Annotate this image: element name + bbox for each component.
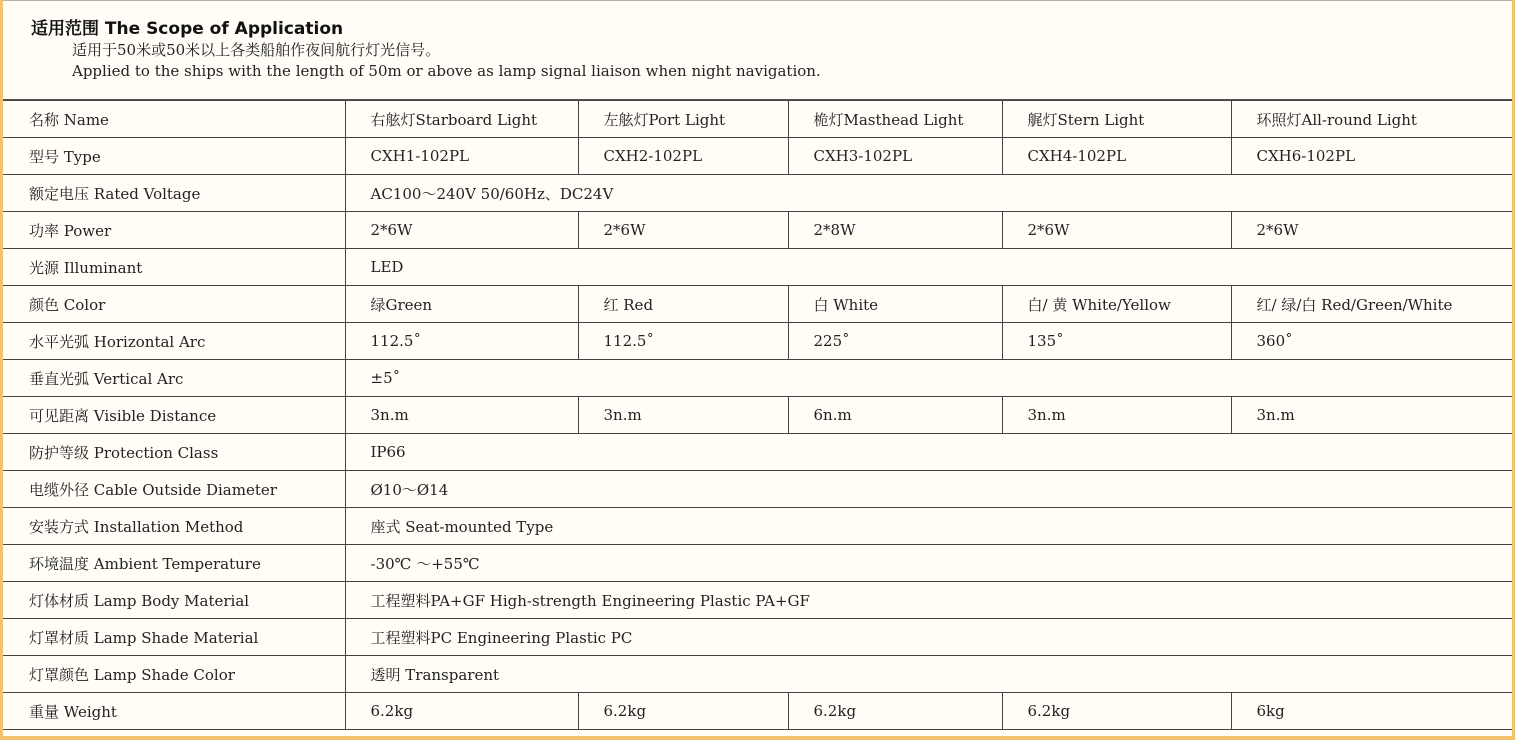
spec-row-label: 灯罩颜色 Lamp Shade Color [3,656,345,693]
spec-row-label: 水平光弧 Horizontal Arc [3,323,345,360]
spec-cell: CXH1-102PL [345,138,578,175]
spec-cell: 6.2kg [345,693,578,730]
spec-cell: 桅灯Masthead Light [788,101,1002,138]
spec-row [3,101,1512,138]
spec-row-label: 型号 Type [3,138,345,175]
spec-row-label: 防护等级 Protection Class [3,434,345,471]
spec-row [3,619,1512,656]
spec-cell: 2*6W [578,212,788,249]
spec-row-label: 额定电压 Rated Voltage [3,175,345,212]
spec-row [3,397,1512,434]
spec-cell: 艉灯Stern Light [1002,101,1231,138]
specification-table [3,100,1512,730]
spec-cell-merged: 透明 Transparent [345,656,1512,693]
spec-cell: 2*6W [1002,212,1231,249]
spec-cell: 白/ 黄 White/Yellow [1002,286,1231,323]
spec-cell: 2*8W [788,212,1002,249]
spec-row [3,545,1512,582]
spec-row-label: 可见距离 Visible Distance [3,397,345,434]
spec-cell: 左舷灯Port Light [578,101,788,138]
spec-row [3,508,1512,545]
spec-cell: 绿Green [345,286,578,323]
scope-description-en: Applied to the ships with the length of 50m or above as lamp signal liaison when night navigation. [72,62,821,80]
scope-section [3,0,1512,100]
spec-cell: CXH2-102PL [578,138,788,175]
spec-cell: 6n.m [788,397,1002,434]
spec-row-label: 灯体材质 Lamp Body Material [3,582,345,619]
spec-cell: 红/ 绿/白 Red/Green/White [1231,286,1512,323]
spec-row [3,656,1512,693]
spec-row [3,286,1512,323]
spec-row-label: 功率 Power [3,212,345,249]
spec-cell-merged: -30℃ ～+55℃ [345,545,1512,582]
spec-cell-merged: 工程塑料PA+GF High-strength Engineering Plastic PA+GF [345,582,1512,619]
spec-cell-merged: ±5˚ [345,360,1512,397]
specification-table-body [3,101,1512,730]
spec-row-label: 环境温度 Ambient Temperature [3,545,345,582]
spec-cell-merged: LED [345,249,1512,286]
spec-cell: CXH4-102PL [1002,138,1231,175]
spec-row-label: 颜色 Color [3,286,345,323]
spec-row [3,138,1512,175]
spec-row [3,249,1512,286]
spec-cell-merged: 工程塑料PC Engineering Plastic PC [345,619,1512,656]
spec-row [3,360,1512,397]
scope-description-cn: 适用于50米或50米以上各类船舶作夜间航行灯光信号。 [72,41,441,59]
spec-row [3,323,1512,360]
spec-row-label: 灯罩材质 Lamp Shade Material [3,619,345,656]
spec-cell: 6.2kg [578,693,788,730]
spec-row-label: 重量 Weight [3,693,345,730]
spec-cell: 112.5˚ [345,323,578,360]
spec-cell-merged: IP66 [345,434,1512,471]
spec-cell: 白 White [788,286,1002,323]
spec-row-label: 名称 Name [3,101,345,138]
spec-row-label: 电缆外径 Cable Outside Diameter [3,471,345,508]
spec-cell: 360˚ [1231,323,1512,360]
spec-row-label: 安装方式 Installation Method [3,508,345,545]
spec-cell: 112.5˚ [578,323,788,360]
spec-cell: 6.2kg [1002,693,1231,730]
spec-cell: 3n.m [345,397,578,434]
spec-cell: 6.2kg [788,693,1002,730]
spec-cell: 135˚ [1002,323,1231,360]
spec-cell: 2*6W [1231,212,1512,249]
spec-row [3,175,1512,212]
spec-cell: 3n.m [578,397,788,434]
spec-cell: 225˚ [788,323,1002,360]
spec-cell: CXH3-102PL [788,138,1002,175]
spec-row-label: 光源 Illuminant [3,249,345,286]
scope-title: 适用范围 The Scope of Application [31,19,344,39]
spec-cell-merged: Ø10～Ø14 [345,471,1512,508]
spec-cell: 3n.m [1231,397,1512,434]
spec-cell: 环照灯All-round Light [1231,101,1512,138]
spec-cell: 红 Red [578,286,788,323]
spec-row [3,212,1512,249]
spec-cell: 6kg [1231,693,1512,730]
spec-cell: 2*6W [345,212,578,249]
spec-cell: CXH6-102PL [1231,138,1512,175]
spec-row [3,582,1512,619]
spec-cell: 右舷灯Starboard Light [345,101,578,138]
spec-row [3,471,1512,508]
spec-row-label: 垂直光弧 Vertical Arc [3,360,345,397]
spec-row [3,434,1512,471]
spec-cell-merged: AC100～240V 50/60Hz、DC24V [345,175,1512,212]
spec-cell: 3n.m [1002,397,1231,434]
spec-cell-merged: 座式 Seat-mounted Type [345,508,1512,545]
spec-row [3,693,1512,730]
